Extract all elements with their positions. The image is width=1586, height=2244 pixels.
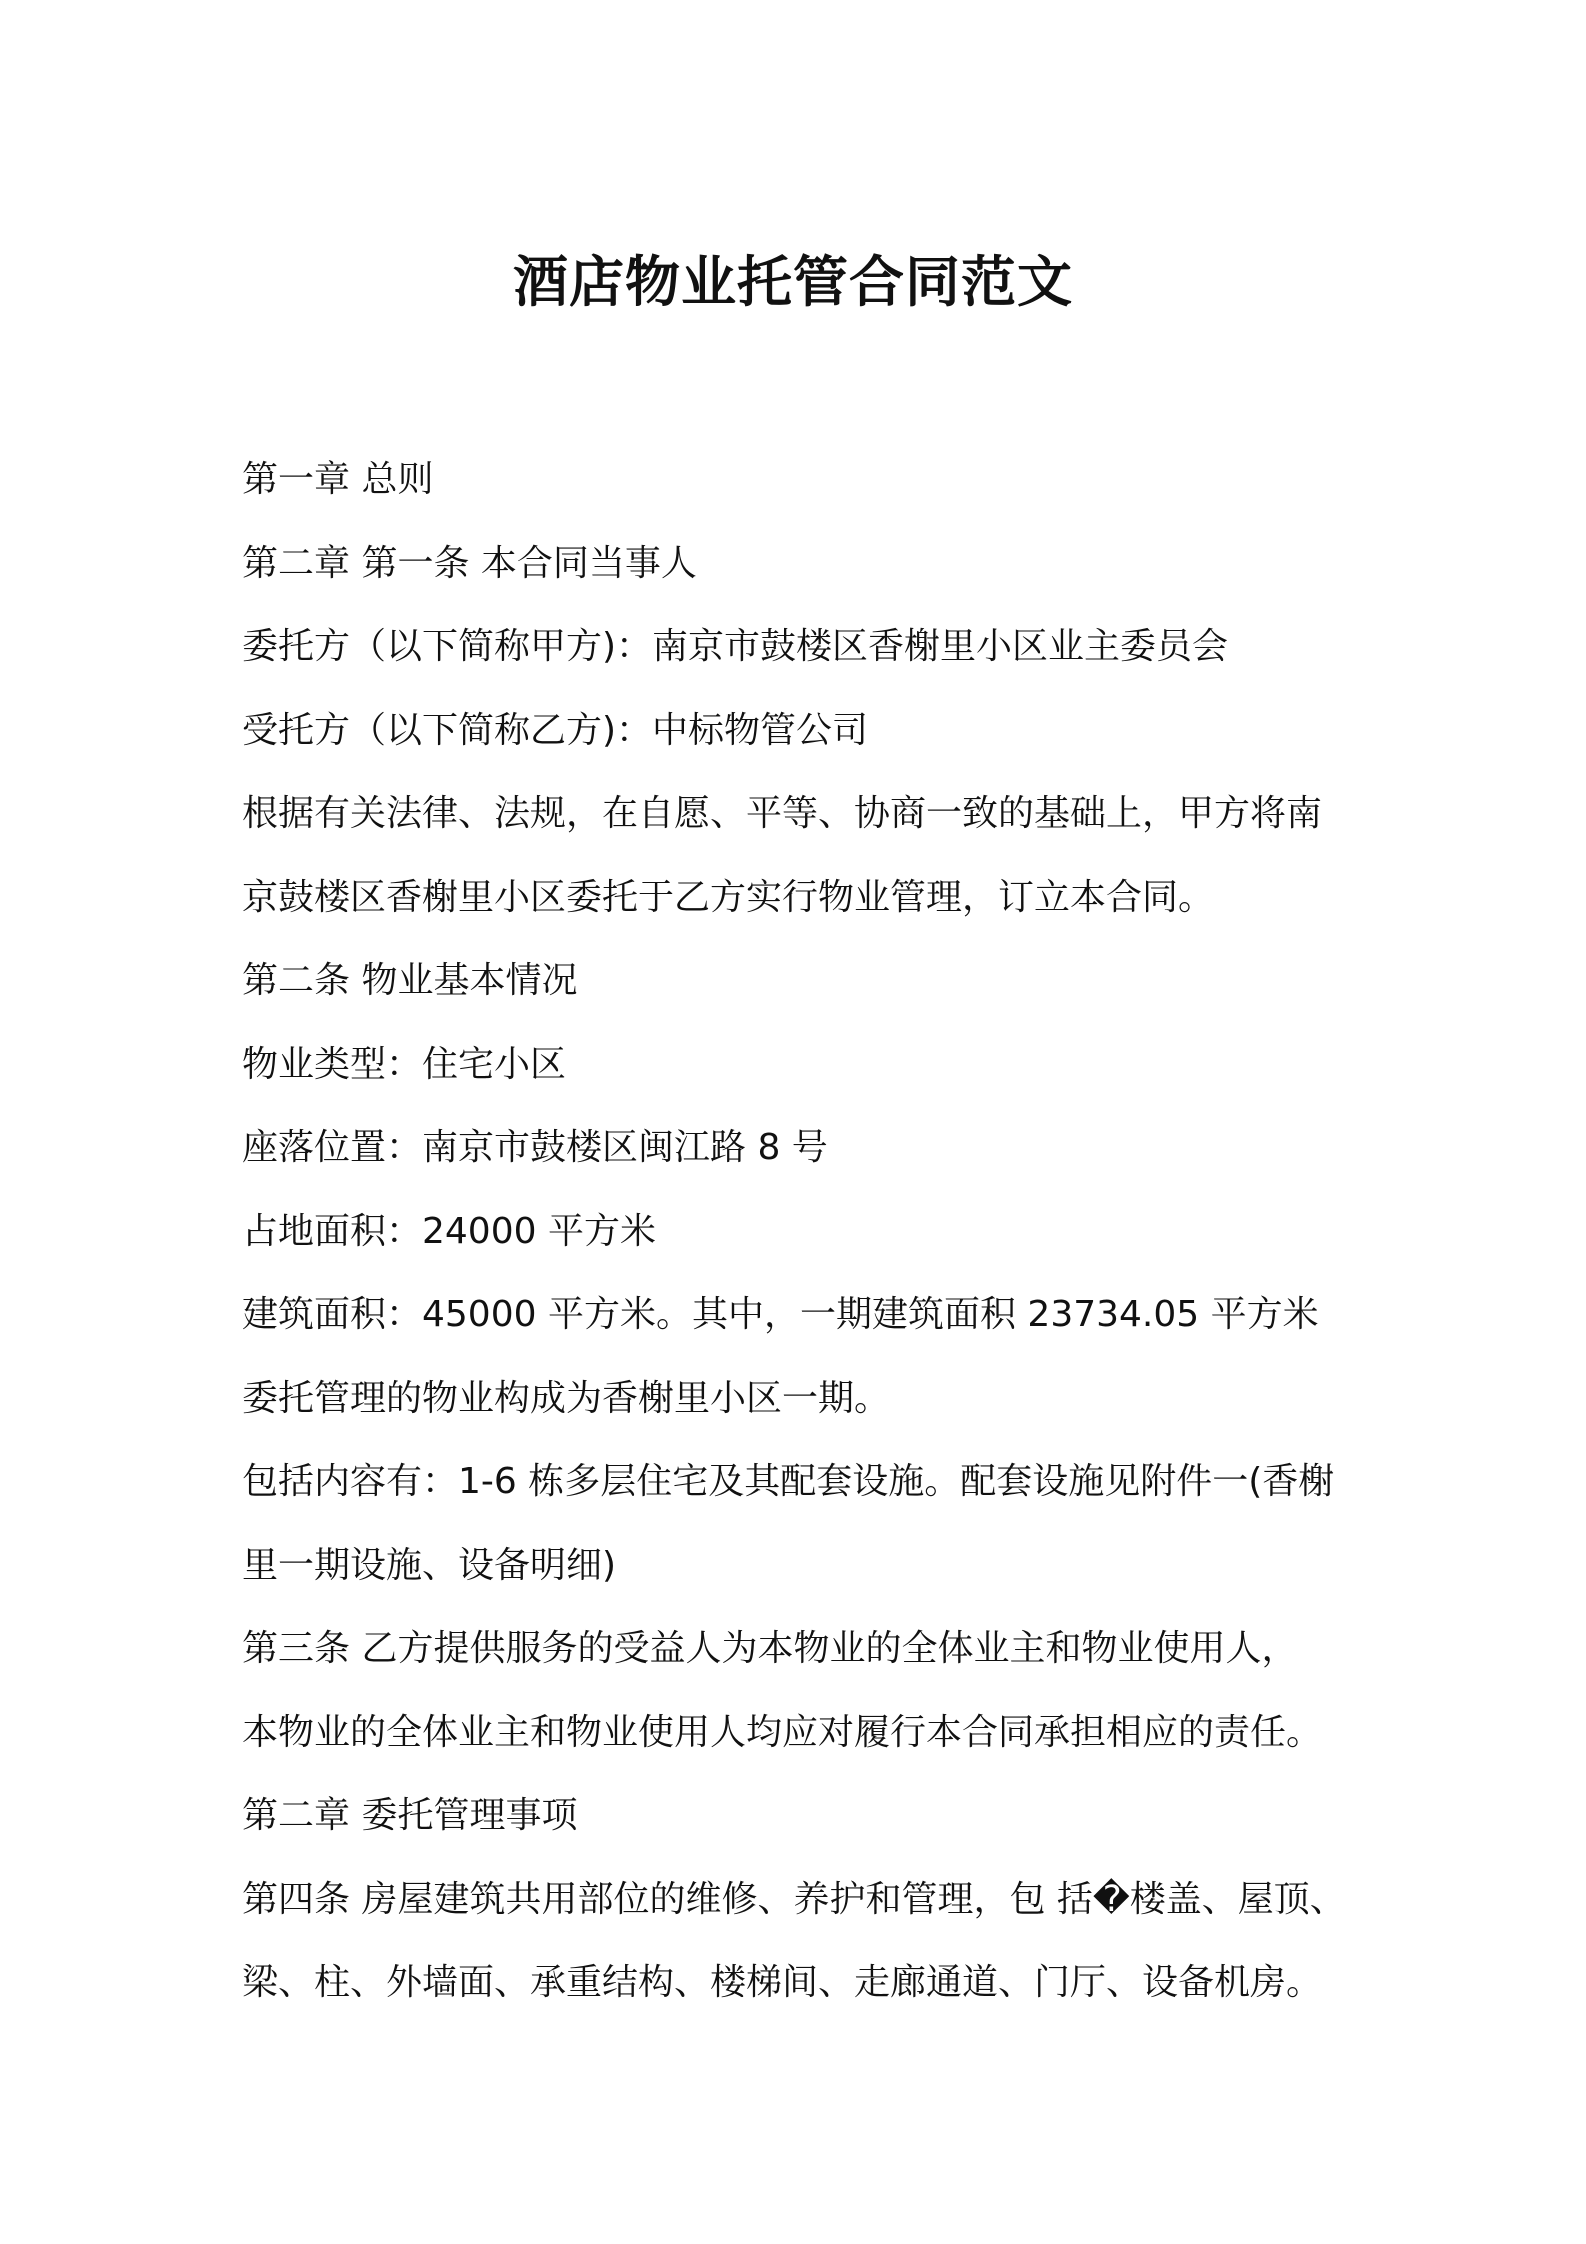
text-line: 本物业的全体业主和物业使用人均应对履行本合同承担相应的责任。: [242, 1711, 1323, 1753]
text-line: 委托管理的物业构成为香榭里小区一期。: [242, 1377, 891, 1419]
document-body: [242, 445, 1362, 2032]
text-line: 京鼓楼区香榭里小区委托于乙方实行物业管理，订立本合同。: [242, 876, 1215, 918]
text-line: 建筑面积：45000 平方米。其中，一期建筑面积 23734.05 平方米: [242, 1294, 1319, 1335]
text-line: 占地面积：24000 平方米: [242, 1210, 656, 1252]
text-line: 物业类型：住宅小区: [242, 1043, 567, 1085]
text-line: 第一章 总则: [242, 459, 434, 500]
text-line: 第三条 乙方提供服务的受益人为本物业的全体业主和物业使用人，: [242, 1628, 1298, 1669]
text-line: 委托方（以下简称甲方)：南京市鼓楼区香榭里小区业主委员会: [242, 626, 1229, 667]
text-line: 包括内容有：1-6 栋多层住宅及其配套设施。配套设施见附件一(香榭: [242, 1461, 1335, 1502]
text-line: 里一期设施、设备明细): [242, 1544, 617, 1586]
text-line: 根据有关法律、法规，在自愿、平等、协商一致的基础上，甲方将南: [242, 793, 1323, 834]
text-line: 受托方（以下简称乙方)：中标物管公司: [242, 709, 869, 751]
document-title: 酒店物业托管合同范文: [512, 249, 1073, 314]
text-line: 第二章 委托管理事项: [242, 1795, 578, 1836]
text-line: 第二章 第一条 本合同当事人: [242, 542, 697, 584]
text-line: 梁、柱、外墙面、承重结构、楼梯间、走廊通道、门厅、设备机房。: [242, 1962, 1323, 2003]
text-line: 第二条 物业基本情况: [242, 960, 578, 1001]
text-line: 第四条 房屋建筑共用部位的维修、养护和管理，包 括�楼盖、屋顶、: [242, 1878, 1346, 1920]
text-line: 座落位置：南京市鼓楼区闽江路 8 号: [242, 1127, 828, 1168]
